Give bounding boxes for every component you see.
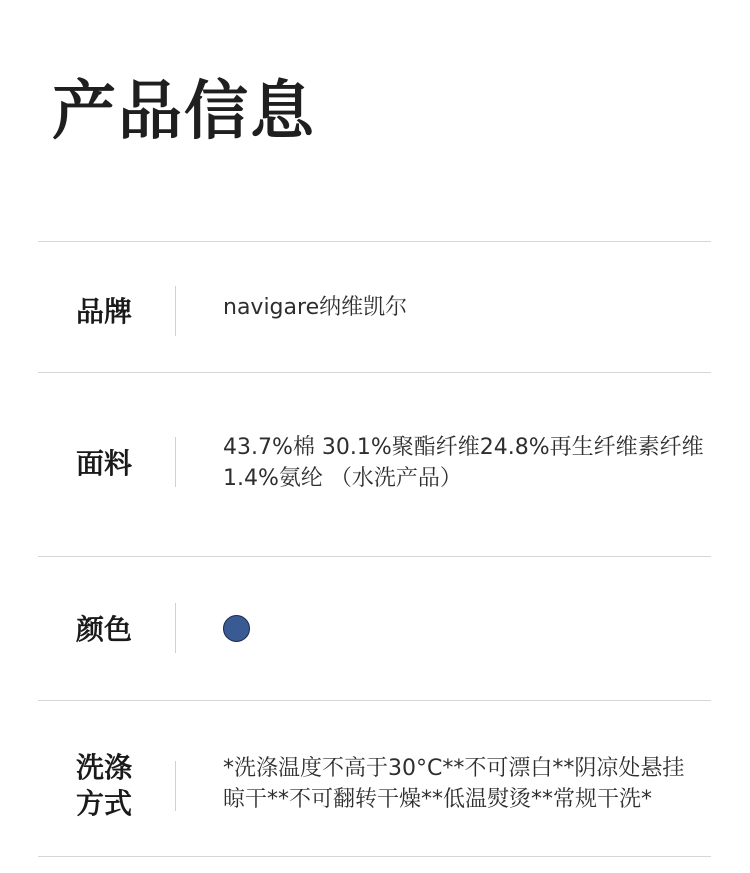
brand-value: navigare纳维凯尔 <box>223 295 408 320</box>
fabric-value-line: 43.7%棉 30.1%聚酯纤维24.8%再生纤维素纤维 <box>223 435 704 460</box>
fabric-value <box>223 432 708 494</box>
washing-value-line: 晾干**不可翻转干燥**低温熨烫**常规干洗* <box>223 787 653 812</box>
washing-value-line: *洗涤温度不高于30°C**不可漂白**阴凉处悬挂 <box>223 756 685 781</box>
washing-label-line: 方式 <box>76 787 133 820</box>
divider <box>38 241 711 242</box>
washing-label <box>76 750 156 822</box>
divider <box>38 856 711 857</box>
fabric-value-line: 1.4%氨纶 （水洗产品） <box>223 466 462 491</box>
color-label: 颜色 <box>76 613 133 646</box>
divider <box>38 700 711 701</box>
row-separator <box>175 761 176 811</box>
divider <box>38 556 711 557</box>
brand-label: 品牌 <box>76 295 133 328</box>
fabric-label: 面料 <box>76 447 133 480</box>
divider <box>38 372 711 373</box>
page-title: 产品信息 <box>52 75 316 149</box>
row-separator <box>175 286 176 336</box>
color-swatch <box>223 615 250 642</box>
washing-value <box>223 753 708 815</box>
row-separator <box>175 437 176 487</box>
row-separator <box>175 603 176 653</box>
washing-label-line: 洗涤 <box>76 751 133 784</box>
